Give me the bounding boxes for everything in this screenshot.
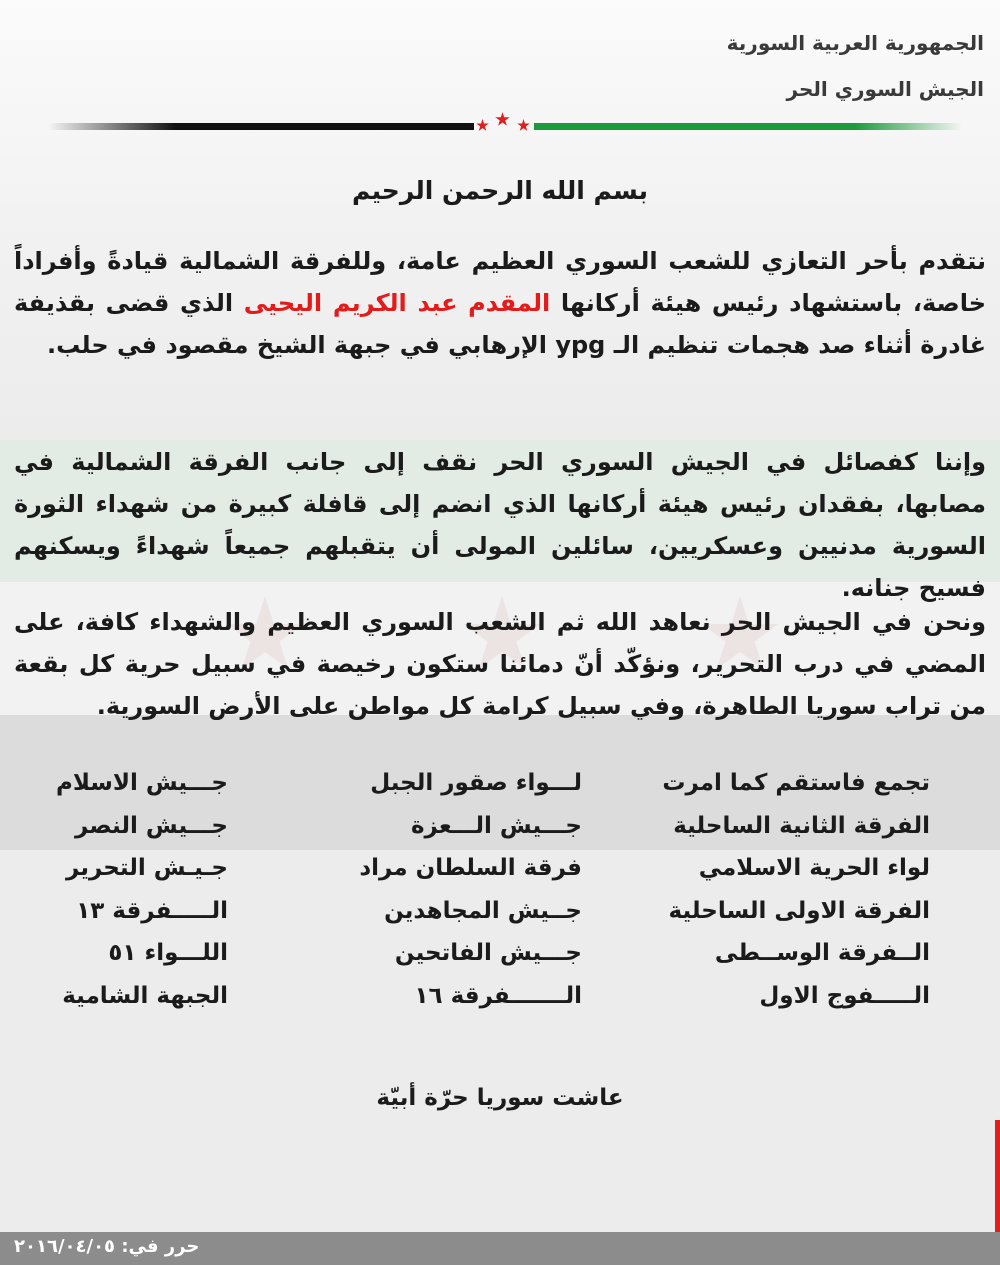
header-country: الجمهورية العربية السورية — [726, 31, 984, 55]
signatory-name: جـــيش الاسلام — [55, 770, 228, 796]
paragraph-solidarity: وإننا كفصائل في الجيش السوري الحر نقف إلى جانب الفرقة الشمالية في مصابها، بفقدان رئيس هيئة أركانها الذي انضم إلى قافلة كبيرة من شهداء الثورة السورية مدنيين وعسكريين، سائلين المولى أن يتقبلهم جميعاً شهداءً ويسكنهم فسيح جنانه. — [14, 448, 986, 602]
signatories-right-column — [662, 762, 930, 1017]
basmala: بسم الله الرحمن الرحيم — [352, 176, 648, 205]
signatory-name: تجمع فاستقم كما امرت — [662, 770, 930, 796]
divider-black-line — [48, 123, 474, 130]
signatory-name: لواء الحرية الاسلامي — [698, 855, 930, 881]
divider-green-line — [534, 123, 962, 130]
header-army: الجيش السوري الحر — [786, 77, 984, 101]
signatory-name: جـيـش التحرير — [66, 855, 228, 881]
signatory-name: جــيش المجاهدين — [384, 897, 582, 924]
signatory-name: لـــواء صقور الجبل — [370, 770, 582, 796]
signatory-name: فرقة السلطان مراد — [359, 855, 582, 881]
signatory-name: الفرقة الاولى الساحلية — [668, 897, 930, 924]
signatory-name: جـــيش الفاتحين — [394, 940, 582, 966]
martyr-name: المقدم عبد الكريم اليحيى — [243, 289, 551, 317]
signatories-middle-column — [359, 762, 582, 1017]
footer-bar — [0, 1232, 1000, 1265]
signatories-left-column — [56, 762, 228, 1017]
signatory-name: الــفرقة الوســطى — [714, 940, 930, 966]
signatory-name: اللـــواء ٥١ — [108, 940, 228, 966]
signatory-name: الـــــفرقة ١٣ — [76, 897, 228, 924]
background-top — [0, 0, 1000, 440]
signatory-name: الجبهة الشامية — [62, 982, 228, 1009]
paragraph-pledge: ونحن في الجيش الحر نعاهد الله ثم الشعب السوري العظيم والشهداء كافة، على المضي في درب التحرير، ونؤكّد أنّ دمائنا ستكون رخيصة في سبيل حرية كل بقعة من تراب سوريا الطاهرة، وفي سبيل كرامة كل مواطن على الأرض السورية. — [14, 608, 986, 720]
paragraph-condolence-end: الذي قضى بقذيفة غادرة أثناء صد هجمات تنظيم الـ ypg الإرهابي في جبهة الشيخ مقصود في حلب. — [14, 289, 986, 359]
closing-slogan: عاشت سوريا حرّة أبيّة — [376, 1085, 624, 1111]
signatory-name: الـــــــفرقة ١٦ — [414, 982, 582, 1009]
paragraph-condolence — [14, 240, 986, 366]
signatory-name: جـــيش الـــعزة — [410, 812, 582, 839]
signatory-name: الفرقة الثانية الساحلية — [673, 812, 930, 839]
signatory-name: الـــــفوج الاول — [759, 982, 930, 1009]
footer-date: حرر في: ٢٠١٦/٠٤/٠٥ — [14, 1236, 200, 1257]
paragraph-condolence-start: نتقدم بأحر التعازي للشعب السوري العظيم عامة، وللفرقة الشمالية قيادةً وأفراداً خاصة، باستشهاد رئيس هيئة أركانها — [14, 247, 987, 317]
red-accent-bar — [995, 1120, 1000, 1232]
signatory-name: جـــيش النصر — [75, 812, 228, 839]
